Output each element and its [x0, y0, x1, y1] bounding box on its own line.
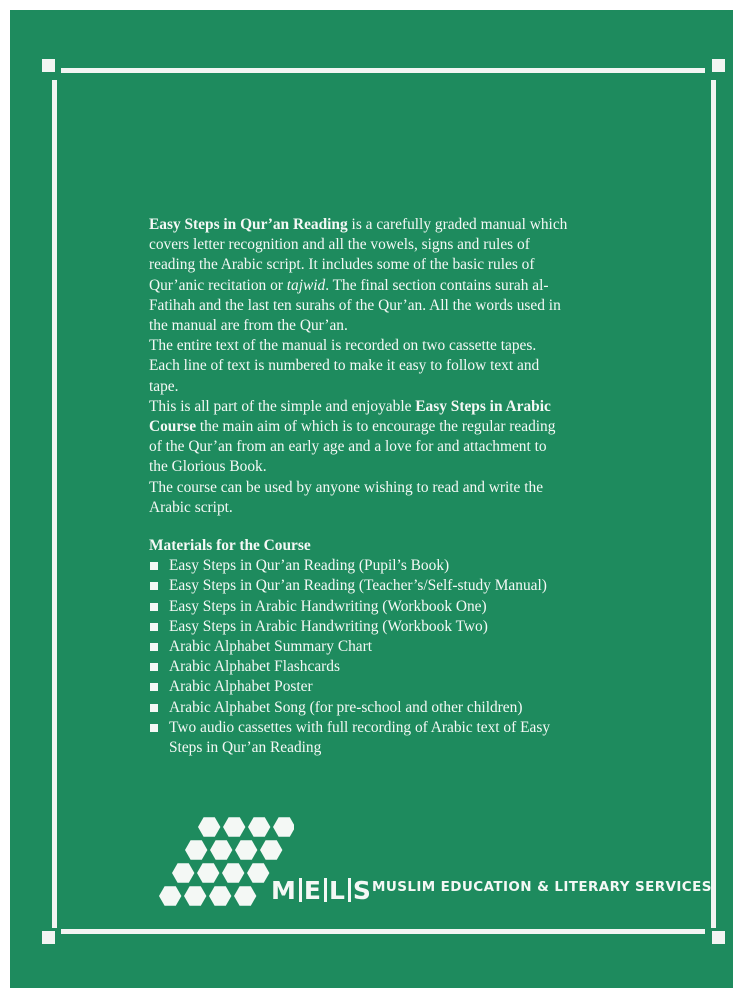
frame-corner-bottom-left — [42, 931, 55, 944]
square-bullet-icon — [150, 643, 158, 651]
paragraph-course: This is all part of the simple and enjoyable Easy Steps in Arabic Course the main aim of which is to encourage the regular reading of the Qur’an from an early age and a love for and attachment to the Glorious Book. — [149, 397, 556, 476]
list-item: Easy Steps in Qur’an Reading (Pupil’s Book) — [149, 556, 569, 576]
square-bullet-icon — [150, 603, 158, 611]
materials-title: Materials for the Course — [149, 537, 311, 555]
square-bullet-icon — [150, 683, 158, 691]
list-item: Arabic Alphabet Song (for pre-school and other children) — [149, 698, 569, 718]
list-item: Easy Steps in Arabic Handwriting (Workbook Two) — [149, 617, 569, 637]
back-cover — [10, 10, 733, 988]
publisher-name: MUSLIM EDUCATION & LITERARY SERVICES — [372, 879, 712, 895]
square-bullet-icon — [150, 724, 158, 732]
list-item: Arabic Alphabet Poster — [149, 677, 569, 697]
frame-corner-top-left — [42, 59, 55, 72]
square-bullet-icon — [150, 704, 158, 712]
square-bullet-icon — [150, 582, 158, 590]
frame-corner-top-right — [712, 59, 725, 72]
paragraph-audience: The course can be used by anyone wishing to read and write the Arabic script. — [149, 478, 544, 516]
acronym-divider — [348, 878, 351, 902]
acronym-divider — [299, 878, 302, 902]
materials-list — [149, 556, 569, 758]
frame-line-right — [711, 80, 716, 928]
description-block — [149, 215, 569, 758]
book-title-bold: Easy Steps in Qur’an Reading — [149, 216, 348, 233]
list-item: Arabic Alphabet Flashcards — [149, 657, 569, 677]
frame-line-left — [52, 80, 57, 928]
square-bullet-icon — [150, 562, 158, 570]
tajwid-term: tajwid — [286, 276, 326, 294]
frame-line-bottom — [61, 929, 705, 934]
acronym-divider — [324, 878, 327, 902]
list-item: Arabic Alphabet Summary Chart — [149, 637, 569, 657]
paragraph-intro: Easy Steps in Qur’an Reading is a carefully graded manual which covers letter recognition and all the vowels, signs and rules of reading the Arabic script. It includes some of the basic rules of Qur’anic recitation or tajwid. The final section contains surah al-Fatihah and the last ten surahs of the Qur’an. All the words used in the manual are from the Qur’an. — [149, 216, 568, 335]
list-item: Two audio cassettes with full recording of Arabic text of Easy Steps in Qur’an Reading — [149, 718, 569, 758]
list-item: Easy Steps in Arabic Handwriting (Workbook One) — [149, 597, 569, 617]
publisher-acronym: M E L S — [271, 876, 372, 905]
square-bullet-icon — [150, 623, 158, 631]
frame-line-top — [61, 68, 705, 73]
square-bullet-icon — [150, 663, 158, 671]
course-name-bold: Easy Steps in Arabic Course — [149, 397, 551, 436]
paragraph-cassettes: The entire text of the manual is recorded on two cassette tapes. Each line of text is numbered to make it easy to follow text and tape. — [149, 337, 540, 395]
frame-corner-bottom-right — [712, 931, 725, 944]
list-item: Easy Steps in Qur’an Reading (Teacher’s/Self-study Manual) — [149, 576, 569, 596]
